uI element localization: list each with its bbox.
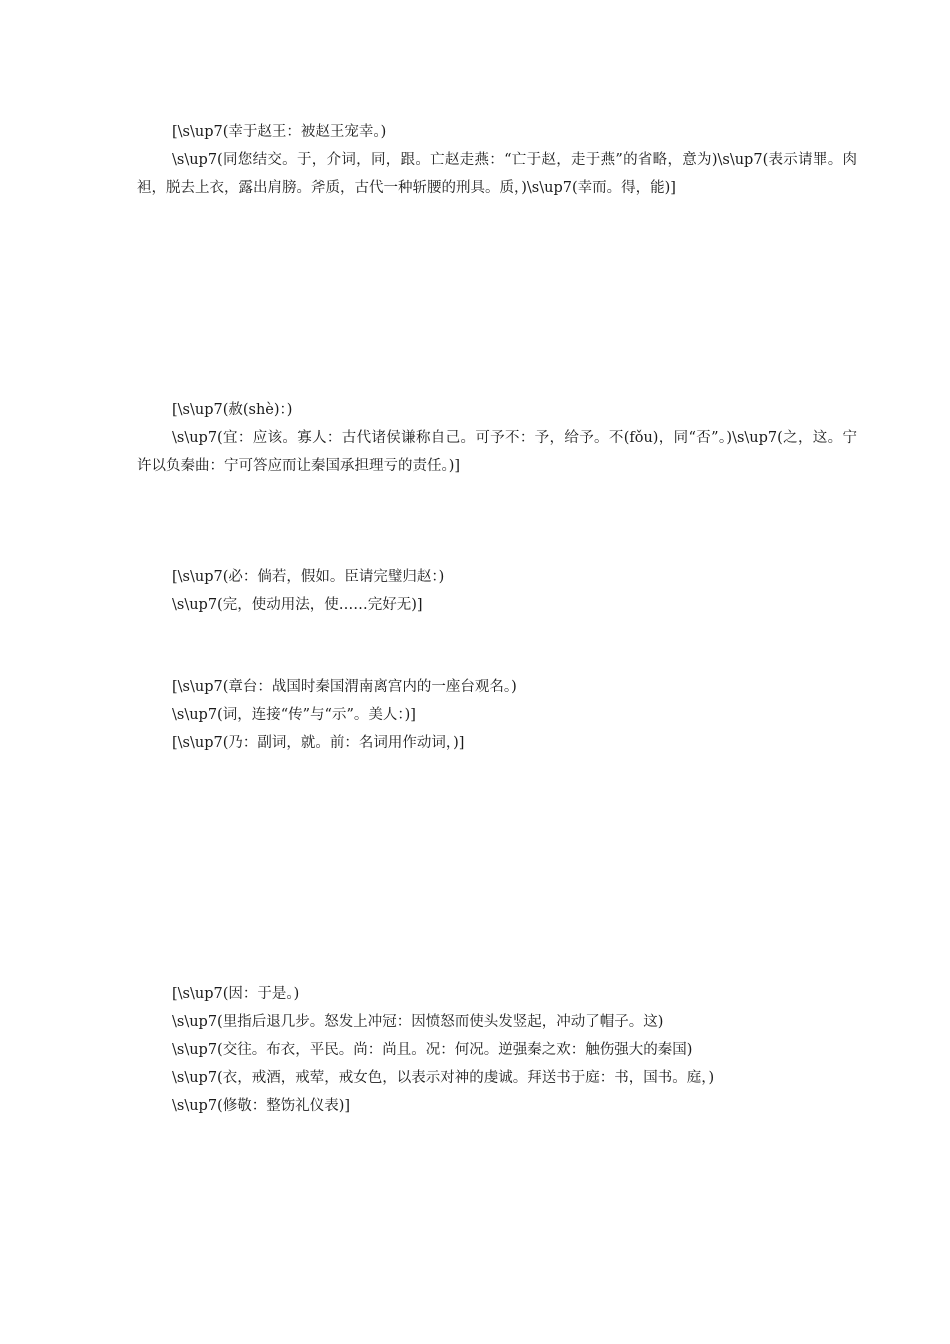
- annotation-paragraph: \s\up7(宜：应该。寡人：古代诸侯谦称自己。可予不：予，给予。不(fǒu)，同“否”。)\s\up7(之，这。宁许以负秦曲：宁可答应而让秦国承担理亏的责任。)]: [137, 430, 857, 474]
- annotation-block-1: [137, 118, 857, 202]
- annotation-line: \s\up7(完，使动用法，使……完好无)]: [172, 597, 423, 613]
- annotation-line: \s\up7(交往。布衣，平民。尚：尚且。况：何况。逆强秦之欢：触伤强大的秦国): [172, 1042, 693, 1058]
- annotation-line: \s\up7(里指后退几步。怒发上冲冠：因愤怒而使头发竖起，冲动了帽子。这): [172, 1014, 664, 1030]
- annotation-block-3: [137, 563, 857, 619]
- annotation-line: \s\up7(衣，戒酒，戒荤，戒女色，以表示对神的虔诚。拜送书于庭：书，国书。庭，): [172, 1070, 715, 1086]
- annotation-line: [\s\up7(乃：副词，就。前：名词用作动词，)]: [172, 735, 465, 751]
- annotation-line: [\s\up7(赦(shè)：): [172, 402, 293, 418]
- annotation-line: [\s\up7(必：倘若，假如。臣请完璧归赵：): [172, 569, 445, 585]
- annotation-block-4: [137, 673, 857, 757]
- annotation-line: [\s\up7(幸于赵王：被赵王宠幸。): [172, 124, 387, 140]
- annotation-line: [\s\up7(章台：战国时秦国渭南离宫内的一座台观名。): [172, 679, 517, 695]
- annotation-paragraph: \s\up7(同您结交。于，介词，同，跟。亡赵走燕：“亡于赵，走于燕”的省略，意为)\s\up7(表示请罪。肉袒，脱去上衣，露出肩膀。斧质，古代一种斩腰的刑具。质，)\s\up7(幸而。得，能)]: [137, 152, 857, 196]
- annotation-line: \s\up7(词，连接“传”与“示”。美人：)]: [172, 707, 416, 723]
- annotation-line: [\s\up7(因：于是。): [172, 986, 300, 1002]
- annotation-line: \s\up7(修敬：整饬礼仪表)]: [172, 1098, 351, 1114]
- annotation-block-5: [137, 980, 857, 1120]
- annotation-block-2: [137, 396, 857, 480]
